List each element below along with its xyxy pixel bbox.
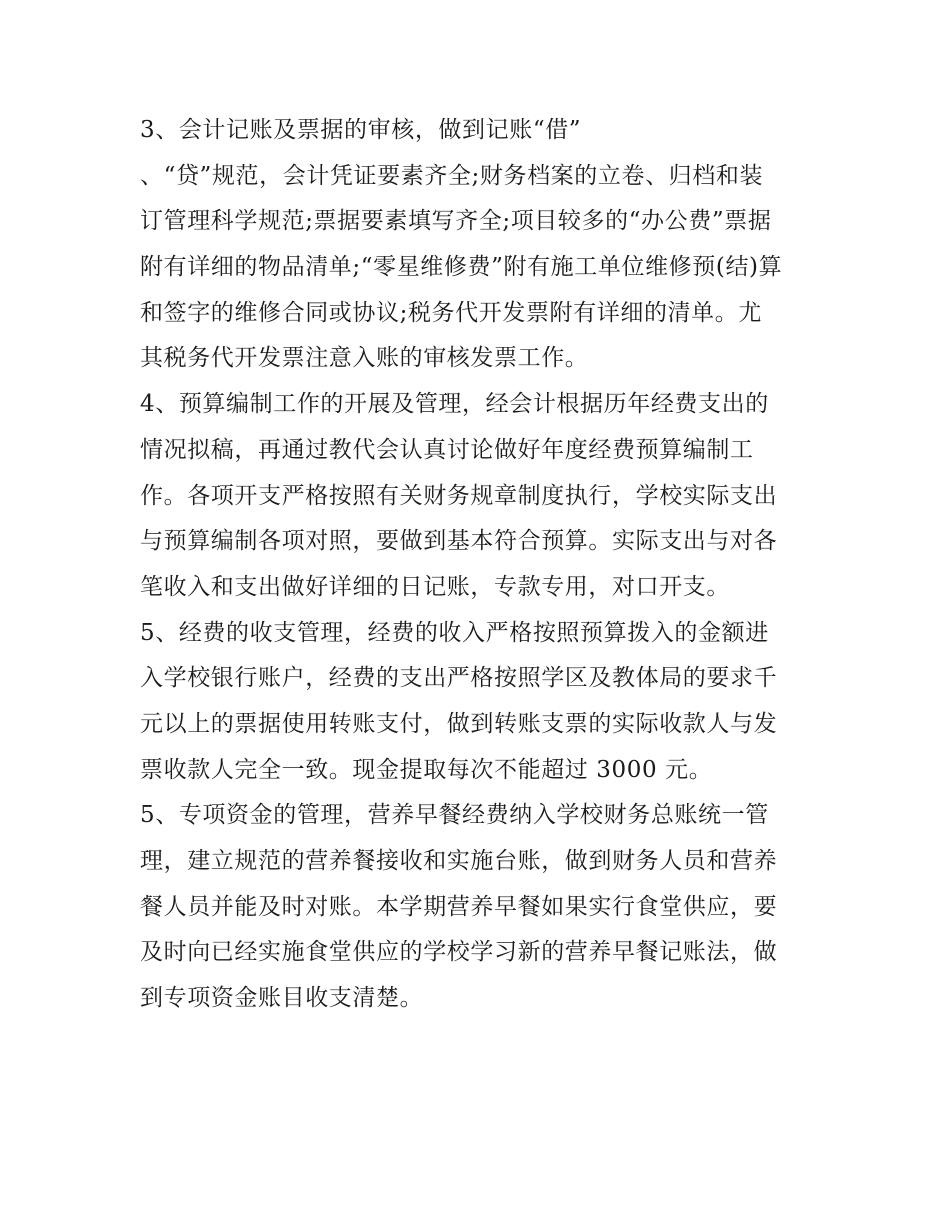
text-line: 情况拟稿，再通过教代会认真讨论做好年度经费预算编制工 xyxy=(140,436,754,463)
text-line: 笔收入和支出做好详细的日记账，专款专用，对口开支。 xyxy=(140,573,730,600)
text-line: 3、会计记账及票据的审核，做到记账“借” xyxy=(140,117,582,143)
text-line: 与预算编制各项对照，要做到基本符合预算。实际支出与对各 xyxy=(140,528,778,555)
text-line: 其税务代开发票注意入账的审核发票工作。 xyxy=(140,345,589,372)
text-line: 、“贷”规范，会计凭证要素齐全;财务档案的立卷、归档和装 xyxy=(140,162,764,189)
body-text xyxy=(140,108,830,1022)
text-line: 元以上的票据使用转账支付，做到转账支票的实际收款人与发 xyxy=(140,710,778,737)
text-line: 作。各项开支严格按照有关财务规章制度执行，学校实际支出 xyxy=(140,482,778,509)
text-line: 入学校银行账户，经费的支出严格按照学区及教体局的要求千 xyxy=(140,665,778,692)
text-line: 到专项资金账目收支清楚。 xyxy=(140,985,424,1012)
text-line: 5、经费的收支管理，经费的收入严格按照预算拨入的金额进 xyxy=(140,619,769,646)
text-line: 4、预算编制工作的开展及管理，经会计根据历年经费支出的 xyxy=(140,391,769,418)
text-line: 理，建立规范的营养餐接收和实施台账，做到财务人员和营养 xyxy=(140,848,778,874)
text-line: 餐人员并能及时对账。本学期营养早餐如果实行食堂供应，要 xyxy=(140,893,778,920)
text-line: 附有详细的物品清单;“零星维修费”附有施工单位维修预(结)算 xyxy=(140,254,783,281)
text-line: 5、专项资金的管理，营养早餐经费纳入学校财务总账统一管 xyxy=(140,802,769,829)
text-line: 及时向已经实施食堂供应的学校学习新的营养早餐记账法，做 xyxy=(140,939,778,966)
text-line: 订管理科学规范;票据要素填写齐全;项目较多的“办公费”票据 xyxy=(140,208,772,235)
text-line: 和签字的维修合同或协议;税务代开发票附有详细的清单。尤 xyxy=(140,299,762,326)
text-line: 票收款人完全一致。现金提取每次不能超过 3000 元。 xyxy=(140,756,713,783)
